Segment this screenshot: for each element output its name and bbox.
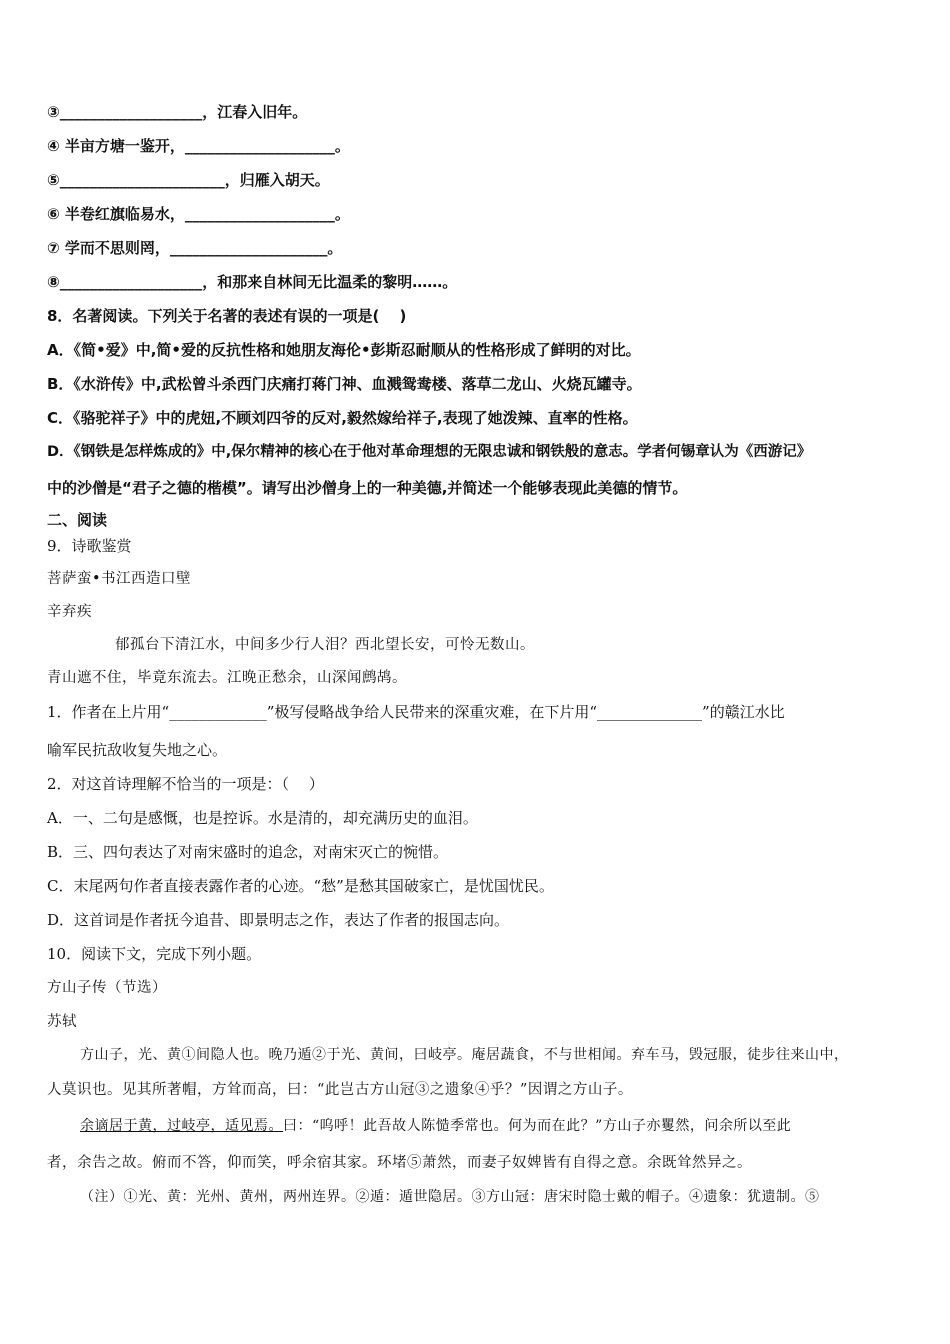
passage-para2-line-2: 者，余告之故。俯而不答，仰而笑，呼余宿其家。环堵⑤萧然，而妻子奴婢皆有自得之意。余既耸然异之。: [47, 1155, 752, 1171]
poem-line-2: 青山遮不住，毕竟东流去。江晚正愁余，山深闻鹧鸪。: [47, 670, 407, 686]
passage-para2-line-1: [80, 1116, 791, 1136]
q9-sub1-line-2: 喻军民抗敌收复失地之心。: [47, 741, 228, 759]
underlined-sentence: 余谪居于黄，过岐亭，适见焉。: [80, 1118, 283, 1134]
blank-line-7: ⑦ 学而不思则罔，_____________________。: [47, 239, 343, 257]
q9-sub2-option-c: C．末尾两句作者直接表露作者的心迹。“愁”是愁其国破家亡，是忧国忧民。: [47, 877, 554, 895]
poem-author: 辛弃疾: [47, 604, 92, 620]
q8-option-c: C．《骆驼祥子》中的虎妞,不顾刘四爷的反对,毅然嫁给祥子,表现了她泼辣、直率的性格。: [47, 409, 638, 427]
passage-para1-line-1: 方山子，光、黄①间隐人也。晚乃遁②于光、黄间，曰岐亭。庵居蔬食，不与世相闻。弃车马，毁冠服，徒步往来山中，: [80, 1047, 849, 1063]
blank-line-6: ⑥ 半卷红旗临易水，____________________。: [47, 205, 350, 223]
q10-author: 苏轼: [47, 1014, 77, 1030]
blank-line-3: ③___________________，江春入旧年。: [47, 103, 308, 121]
para2-rest: 曰：“呜呼！此吾故人陈慥季常也。何为而在此？”方山子亦矍然，问余所以至此: [283, 1118, 792, 1134]
annotation-note: （注）①光、黄：光州、黄州，两州连界。②遁：遁世隐居。③方山冠：唐宋时隐士戴的帽子。④遗象：犹遗制。⑤: [80, 1189, 820, 1205]
poem-line-1: 郁孤台下清江水，中间多少行人泪？西北望长安，可怜无数山。: [115, 637, 535, 653]
poem-title: 菩萨蛮•书江西造口壁: [47, 571, 192, 587]
q8-stem: 8．名著阅读。下列关于名著的表述有误的一项是( ): [47, 307, 407, 325]
q9-sub1-line-1: 1．作者在上片用“_____________”极写侵略战争给人民带来的深重灾难，在下片用“______________”的赣江水比: [47, 703, 785, 721]
q10-stem: 10．阅读下文，完成下列小题。: [47, 945, 262, 963]
q8-continuation: 中的沙僧是“君子之德的楷模”。请写出沙僧身上的一种美德,并简述一个能够表现此美德的情节。: [47, 479, 688, 497]
q9-label: 9．诗歌鉴赏: [47, 537, 132, 555]
blank-line-4: ④ 半亩方塘一鉴开，____________________。: [47, 137, 350, 155]
blank-line-8: ⑧___________________，和那来自林间无比温柔的黎明……。: [47, 273, 458, 291]
q8-option-b: B．《水浒传》中,武松曾斗杀西门庆痛打蒋门神、血溅鸳鸯楼、落草二龙山、火烧瓦罐寺。: [47, 375, 642, 393]
q9-sub2-option-d: D．这首词是作者抚今追昔、即景明志之作，表达了作者的报国志向。: [47, 911, 510, 929]
q10-title: 方山子传（节选）: [47, 980, 167, 996]
passage-para1-line-2: 人莫识也。见其所著帽，方耸而高，曰：“此岂古方山冠③之遗象④乎？”因谓之方山子。: [47, 1082, 633, 1098]
blank-line-5: ⑤______________________，归雁入胡天。: [47, 171, 330, 189]
q9-sub2-option-b: B．三、四句表达了对南宋盛时的追念，对南宋灭亡的惋惜。: [47, 843, 449, 861]
q9-sub2-option-a: A．一、二句是感慨，也是控诉。水是清的，却充满历史的血泪。: [47, 809, 478, 827]
q9-sub2-stem: 2．对这首诗理解不恰当的一项是：（ ）: [47, 775, 324, 793]
q8-option-a: A．《简•爱》中,简•爱的反抗性格和她朋友海伦•彭斯忍耐顺从的性格形成了鲜明的对比。: [47, 341, 641, 359]
q8-option-d: D．《钢铁是怎样炼成的》中,保尔精神的核心在于他对革命理想的无限忠诚和钢铁般的意志。学者何锡章认为《西游记》: [47, 444, 812, 460]
section-heading: 二、阅读: [47, 511, 108, 529]
